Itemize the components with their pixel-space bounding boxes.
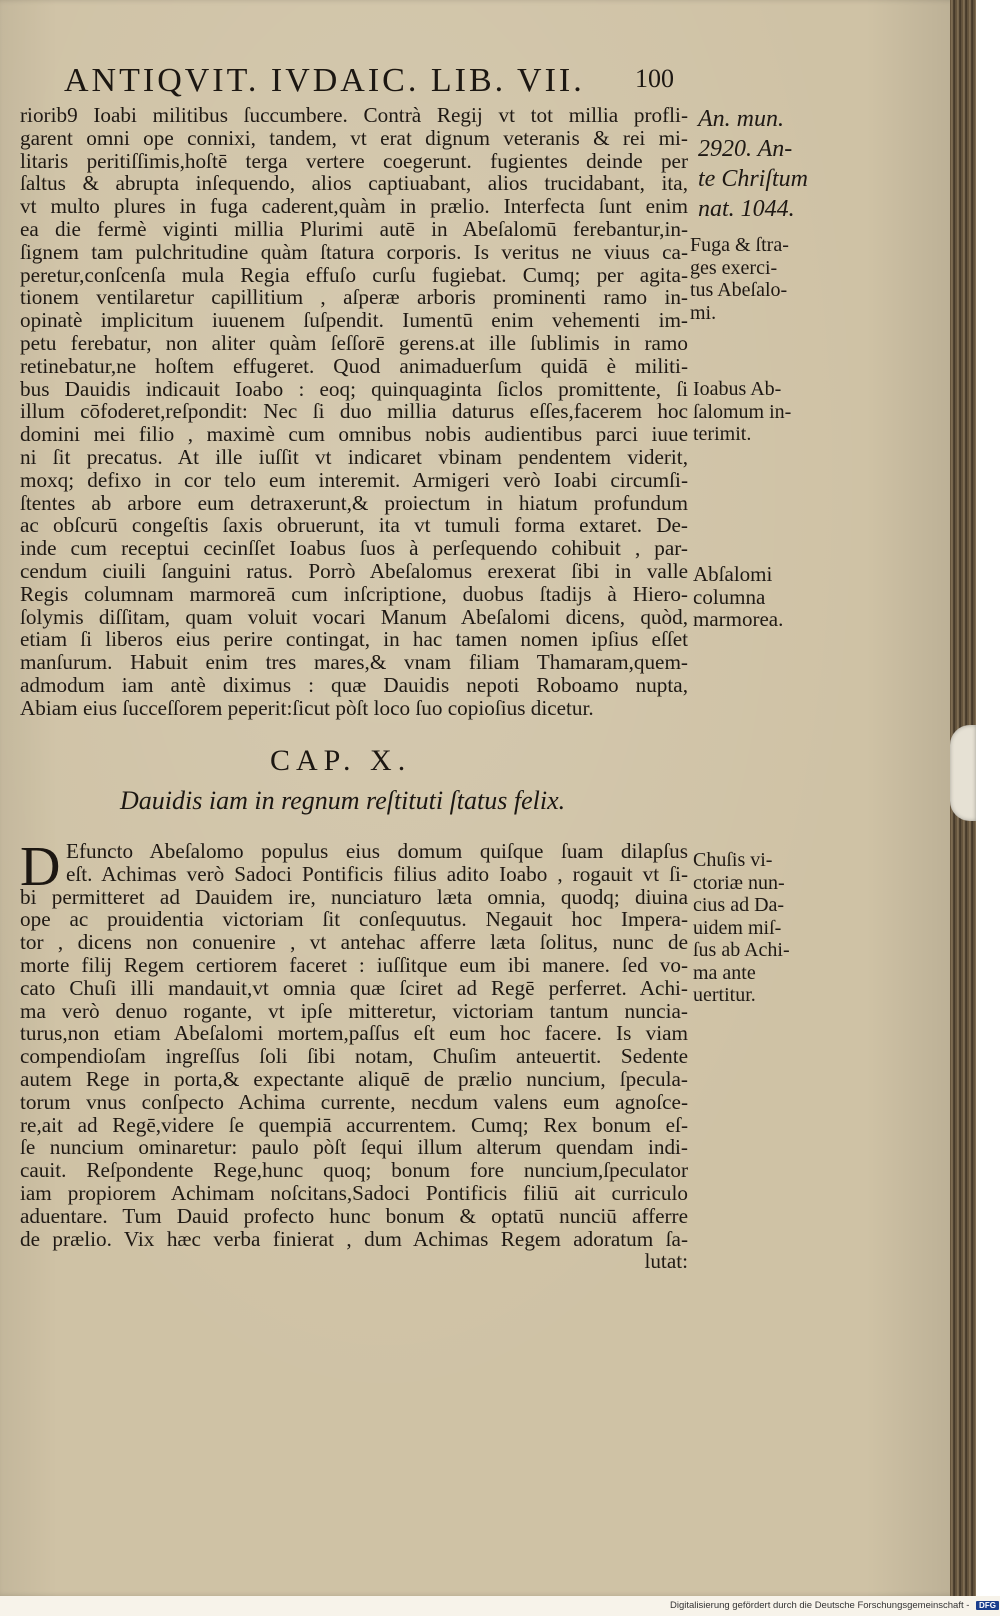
text-line: cauit. Reſpondente Rege,hunc quoq; bonum fore nuncium,ſpeculator: [20, 1158, 688, 1183]
text-line: inde cum receptui cecinſſet Ioabus ſuos à perſequendo cohibuit , par-: [20, 536, 688, 561]
margin-note-line: uidem miſ-: [693, 916, 782, 939]
margin-note-line: 2920. An-: [698, 136, 793, 162]
dfg-logo: DFG: [976, 1601, 999, 1610]
text-line: etiam ſi liberos eius perire contingat, in hac tamen nomen ipſius eſſet: [20, 627, 688, 652]
text-line: ſignem tam pulchritudine quàm ſtatura corporis. Is veritus ne viuus ca-: [20, 239, 688, 264]
margin-note-ioabus: [693, 378, 823, 446]
margin-note-chusis: [693, 849, 823, 1007]
margin-note-line: mi.: [690, 301, 717, 324]
text-line: domini mei filio , maximè cum omnibus nobis audientibus parci iuue: [20, 422, 688, 447]
text-line: ac obſcurū congeſtis ſaxis obruerunt, ita vt tumuli forma extaret. De-: [20, 513, 688, 538]
viewer-edge: [976, 0, 1000, 1596]
text-line: ſaltus & abrupta inſequendo, alios captiuabant, alios trucidabant, ita,: [20, 171, 688, 196]
text-line: garent omni ope connixi, tandem, vt erat dignum veteranis & rei mi-: [20, 125, 688, 150]
drop-cap: D: [20, 836, 61, 898]
margin-note-line: Abſalomi: [693, 562, 773, 586]
margin-note-line: Ioabus Ab-: [693, 378, 782, 400]
text-line: Abiam eius ſucceſſorem peperit:ſicut pòſt loco ſuo copioſius dicetur.: [20, 695, 594, 720]
text-line: turus,non etiam Abeſalomi mortem,paſſus eſt eum hoc facere. Is viam: [20, 1021, 688, 1046]
main-text-lower: [20, 836, 688, 1274]
text-line: opinatè implicitum iuuenem ſuſpendit. Iumentū enim vehementi im-: [20, 308, 688, 333]
text-line: petu ferebatur, non aliter quàm ſeſſorē gerens.at ille ſublimis in ramo: [20, 330, 688, 355]
margin-note-line: marmorea.: [693, 607, 784, 631]
text-line: eſt. Achimas verò Sadoci Pontificis filius adito Ioabo , rogauit vt ſi-: [66, 861, 688, 886]
page-edges: [950, 0, 976, 1596]
margin-note-line: Chuſis vi-: [693, 849, 773, 871]
margin-note-line: ma ante: [693, 961, 756, 984]
text-line: vt multo plures in fuga caderent,quàm in prælio. Interfecta ſunt enim: [20, 194, 688, 219]
text-line: ope ac prouidentia victoriam ſit conſequutus. Negauit hoc Impera-: [20, 907, 688, 932]
margin-note-line: ſus ab Achi-: [693, 939, 790, 961]
text-line: aduentare. Tum Dauid profecto hunc bonum & optatū nunciū afferre: [20, 1203, 688, 1228]
text-line: ni ſit precatus. At ille iuſſit vt indicaret vbinam pendentem viderit,: [20, 444, 688, 469]
text-line: ſolymis diſſitam, quam voluit vocari Manum Abeſalomi dicens, quòd,: [20, 604, 688, 629]
margin-note-line: ges exerci-: [690, 256, 778, 279]
text-line: lutat:: [644, 1249, 688, 1274]
margin-note-year: [698, 104, 828, 224]
margin-note-line: terimit.: [693, 423, 752, 445]
text-line: iam propiorem Achimam noſcitans,Sadoci Pontificis filiū ait curriculo: [20, 1180, 688, 1205]
text-line: tor , dicens non conuenire , vt antehac afferre læta ſolitus, nunc de: [20, 930, 688, 955]
text-line: Regis columnam marmoreā cum inſcriptione, duobus ſtadijs à Hiero-: [20, 581, 688, 606]
text-line: riorib9 Ioabi militibus ſuccumbere. Contrà Regij vt tot millia profli-: [20, 103, 688, 127]
text-line: ſe nuncium ominaretur: paulo pòſt ſequi illum alterum quendam indi-: [20, 1135, 688, 1160]
margin-note-line: ſalomum in-: [693, 400, 792, 423]
text-line: admodum iam antè diximus : quæ Dauidis nepoti Roboamo nupta,: [20, 672, 688, 697]
text-line: torum vnus conſpecto Achima currente, necdum valens eum agnoſce-: [20, 1089, 688, 1114]
margin-note-absalomi: [693, 563, 823, 631]
text-line: litaris peritiſſimis,hoſtē terga vertere coegerunt. fugientes deinde per: [20, 148, 688, 173]
text-line: tionem ventilaretur capillitium , aſperæ arboris prominenti ramo in-: [20, 285, 688, 310]
text-line: morte filij Regem certiorem faceret : iuſſitque eum ibi manere. ſed vo-: [20, 952, 688, 977]
running-head: ANTIQVIT. IVDAIC. LIB. VII.: [64, 62, 585, 99]
text-line: autem Rege in porta,& expectante aliquē de prælio nuncium, ſpecula-: [20, 1066, 688, 1091]
margin-note-line: Fuga & ſtra-: [690, 234, 789, 256]
margin-note-line: nat. 1044.: [698, 196, 795, 222]
credit-text: Digitalisierung gefördert durch die Deutsche Forschungsgemeinschaft -: [670, 1600, 970, 1611]
main-text-upper: [20, 104, 688, 720]
text-line: de prælio. Vix hæc verba finierat , dum Achimas Regem adoratum ſa-: [20, 1226, 688, 1251]
text-line: bi permitteret ad Dauidem ire, nunciaturo læta omnia, quodq; diuina: [20, 884, 688, 909]
text-line: illum cōfoderet,reſpondit: Nec ſi duo millia daturus eſſes,facerem hoc: [20, 399, 688, 424]
text-line: Efuncto Abeſalomo populus eius domum quiſque ſuam dilapſus: [66, 839, 688, 863]
margin-note-line: ctoriæ nun-: [693, 871, 785, 894]
text-line: bus Dauidis indicauit Ioabo : eoq; quinquaginta ſiclos promittente, ſi: [20, 376, 688, 401]
text-line: ea die fermè viginti millia Plurimi autē in Abeſalomū ferebantur,in-: [20, 216, 688, 241]
text-line: retinebatur,ne hoſtem effugeret. Quod animaduerſum quidā è militi-: [20, 353, 688, 378]
margin-note-line: columna: [693, 584, 766, 609]
chapter-heading: CAP. X.: [270, 744, 412, 777]
margin-note-line: cius ad Da-: [693, 894, 785, 916]
folio-number: 100: [635, 64, 674, 93]
text-line: compendioſam ingreſſus ſoli ſibi notam, Chuſim anteuertit. Sedente: [20, 1044, 688, 1069]
margin-note-line: tus Abeſalo-: [690, 279, 788, 301]
text-line: peretur,conſcenſa mula Regia effuſo curſu fugiebat. Cumq; per agita-: [20, 262, 688, 287]
text-line: moxq; defixo in cor telo eum interemit. Armigeri verò Ioabi circumſi-: [20, 467, 688, 492]
text-line: cato Chuſi illi mandauit,vt omnia quæ ſciret ad Regē perferret. Achi-: [20, 975, 688, 1000]
text-line: cendum ciuili ſanguini ratus. Porrò Abeſalomus erexerat ſibi in valle: [20, 558, 688, 583]
text-line: re,ait ad Regē,videre ſe quempiā accurrentem. Cumq; Rex bonum eſ-: [20, 1112, 688, 1137]
margin-note-line: te Chriſtum: [698, 166, 809, 192]
digitization-credit: [670, 1600, 999, 1611]
text-line: manſurum. Habuit enim tres mares,& vnam filiam Thamaram,quem-: [20, 650, 688, 675]
margin-note-line: uertitur.: [693, 984, 756, 1006]
margin-note-line: An. mun.: [698, 106, 784, 132]
text-line: ma verò denuo rogante, vt ipſe mitteretur, victoriam tantum nuncia-: [20, 998, 688, 1023]
chapter-subtitle: Dauidis iam in regnum reſtituti ſtatus felix.: [120, 786, 566, 815]
text-line: ſtentes ab arbore eum detraxerunt,& proiectum in hiatum profundum: [20, 490, 688, 515]
margin-note-fuga: [690, 234, 820, 324]
